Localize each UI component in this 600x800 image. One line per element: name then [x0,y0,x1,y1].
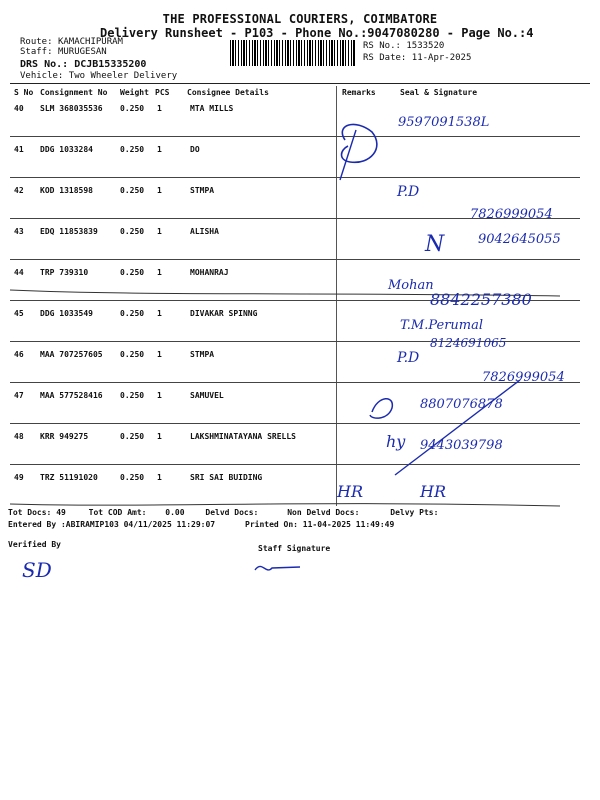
cell-consignment: MAA 577528416 [40,391,103,400]
verified-by-label: Verified By [8,540,61,549]
cell-consignee: SRI SAI BUIDING [190,473,263,482]
col-consignee: Consignee Details [187,88,269,97]
cell-pcs: 1 [157,391,162,400]
cell-consignee: STMPA [190,350,215,359]
totals-line [8,508,438,517]
hw-r45-phone: 8124691065 [430,336,507,350]
cell-consignee: ALISHA [190,227,219,236]
rs-no-value: 1533520 [406,41,445,51]
cell-pcs: 1 [157,145,162,154]
hw-r49-a: HR [337,482,363,501]
cell-sno: 41 [14,145,24,154]
signature-scribble-47 [370,399,392,418]
staff-value: MURUGESAN [57,47,107,57]
cell-sno: 47 [14,391,24,400]
staff-signature-label: Staff Signature [258,544,331,553]
cell-pcs: 1 [157,186,162,195]
staff-label: Staff: [20,47,53,57]
hw-r40: 9597091538L [398,115,490,130]
cell-consignee: MOHANRAJ [190,268,229,277]
tot-docs-value: 49 [56,508,66,517]
cell-weight: 0.250 [120,350,145,359]
cell-consignee: MTA MILLS [190,104,234,113]
cell-consignment: DDG 1033549 [40,309,93,318]
cell-pcs: 1 [157,350,162,359]
cell-weight: 0.250 [120,145,145,154]
col-pcs: PCS [155,88,170,97]
cell-consignment: MAA 707257605 [40,350,103,359]
hw-r42-name: P.D [397,184,420,200]
cell-weight: 0.250 [120,268,145,277]
col-sno: S No [14,88,34,97]
entered-by: Entered By :ABIRAMIP103 04/11/2025 11:29:07 [8,520,216,529]
rs-no-label: RS No.: [363,41,401,51]
cell-consignee: DIVAKAR SPINNG [190,309,258,318]
cell-consignment: TRP 739310 [40,268,89,277]
cell-sno: 49 [14,473,24,482]
drs-label: DRS No.: [20,59,69,70]
col-remarks: Remarks [342,88,376,97]
drs-value: DCJB15335200 [74,59,147,70]
cell-sno: 45 [14,309,24,318]
remark-stroke-41 [340,130,356,180]
cell-consignment: DDG 1033284 [40,145,93,154]
tot-docs-label: Tot Docs: [8,508,52,517]
hw-r43-phone: 9042645055 [478,232,561,247]
cell-sno: 46 [14,350,24,359]
cell-consignment: SLM 368035536 [40,104,103,113]
cell-weight: 0.250 [120,309,145,318]
cell-consignment: KOD 1318598 [40,186,93,195]
hw-r47-phone: 8807076878 [420,397,503,412]
cell-sno: 42 [14,186,24,195]
cell-sno: 43 [14,227,24,236]
hw-r48-phone: 9443039798 [420,438,503,453]
col-consignment: Consignment No [40,88,108,97]
vehicle-label: Vehicle: [20,71,64,81]
route-value: KAMACHIPURAM [57,37,123,47]
stray-rule-bottom [10,504,560,506]
hw-r45-name: T.M.Perumal [400,318,484,333]
hw-r44-phone: 8842257380 [430,290,532,309]
cell-weight: 0.250 [120,473,145,482]
cell-consignment: TRZ 51191020 [40,473,98,482]
cell-sno: 48 [14,432,24,441]
cell-sno: 44 [14,268,24,277]
cell-sno: 40 [14,104,24,113]
printed-on: Printed On: 11-04-2025 11:49:49 [245,520,395,529]
cell-pcs: 1 [157,227,162,236]
cell-pcs: 1 [157,309,162,318]
runsheet-subtitle: Delivery Runsheet - P103 - Phone No.:9047080280 - Page No.:4 [100,26,534,40]
cell-consignee: STMPA [190,186,215,195]
hw-r46-name: P.D [397,350,420,366]
non-delvd-docs-label: Non Delvd Docs: [287,508,360,517]
cell-weight: 0.250 [120,432,145,441]
col-seal: Seal & Signature [400,88,478,97]
cell-pcs: 1 [157,432,162,441]
col-weight: Weight [120,88,149,97]
signature-line-48 [395,380,520,475]
verified-initials: SD [22,558,52,582]
staff-signature-scribble [255,566,300,570]
hw-r43-sign: N [425,232,445,257]
rs-date-label: RS Date: [363,53,407,63]
hw-r44-sign: Mohan [388,278,434,293]
hw-r46-phone: 7826999054 [482,370,565,385]
cell-pcs: 1 [157,473,162,482]
hw-r42-phone: 7826999054 [470,207,553,222]
cell-pcs: 1 [157,268,162,277]
tot-cod-value: 0.00 [165,508,185,517]
cell-consignment: EDQ 11853839 [40,227,98,236]
cell-consignee: SAMUVEL [190,391,224,400]
tot-cod-label: Tot COD Amt: [88,508,147,517]
delvy-pts-label: Delvy Pts: [390,508,439,517]
cell-weight: 0.250 [120,104,145,113]
company-title: THE PROFESSIONAL COURIERS, COIMBATORE [162,12,438,26]
cell-weight: 0.250 [120,391,145,400]
cell-consignee: LAKSHMINATAYANA SRELLS [190,432,296,441]
rs-date-value: 11-Apr-2025 [411,53,472,63]
cell-weight: 0.250 [120,227,145,236]
route-label: Route: [20,37,53,47]
cell-pcs: 1 [157,104,162,113]
vehicle-value: Two Wheeler Delivery [68,71,178,81]
cell-weight: 0.250 [120,186,145,195]
cell-consignee: DO [190,145,200,154]
delvd-docs-label: Delvd Docs: [205,508,259,517]
hw-r49-b: HR [420,482,446,501]
hw-r48-sign: hy [386,432,406,451]
cell-consignment: KRR 949275 [40,432,89,441]
